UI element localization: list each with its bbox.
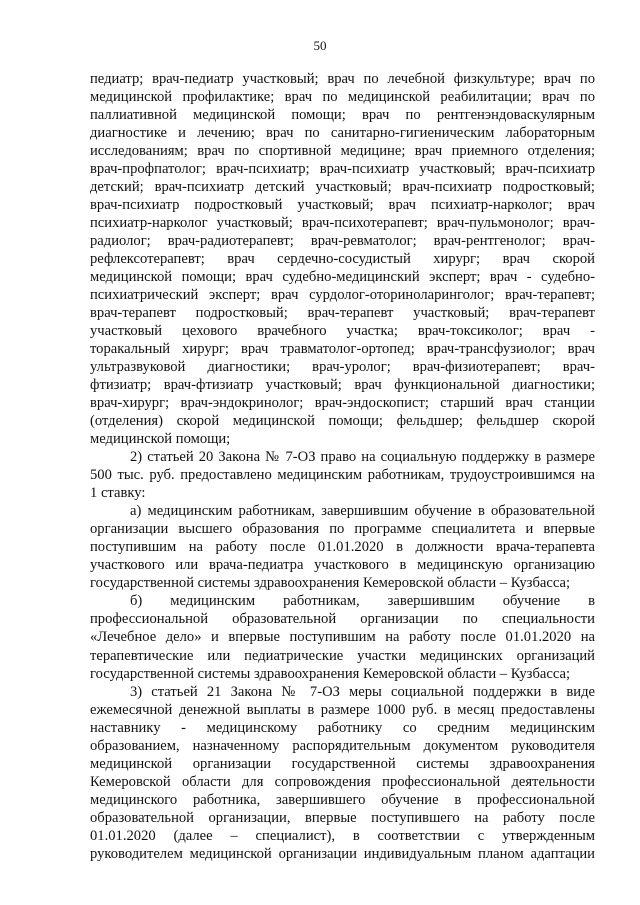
text-line: образованием, назначенному распорядительным документом руководителя [90, 737, 595, 754]
text-line: медицинской помощи; [90, 431, 231, 448]
text-line: психиатр-нарколог участковый; врач-психотерапевт; врач-пульмонолог; врач- [90, 215, 595, 232]
text-line: б) медицинским работникам, завершившим обучение в [130, 593, 595, 610]
text-line: медицинской помощи; врач судебно-медицинский эксперт; врач - судебно- [90, 269, 595, 286]
text-line: врач-терапевт подростковый; врач-терапевт участковый; врач-терапевт [90, 305, 595, 322]
text-line: медицинской организации государственной системы здравоохранения [90, 755, 595, 772]
text-line: «Лечебное дело» и впервые поступившим на работу после 01.01.2020 на [90, 629, 595, 646]
text-line: а) медицинским работникам, завершившим обучение в образовательной [130, 503, 595, 520]
text-line: руководителем медицинской организации индивидуальным планом адаптации [90, 845, 595, 862]
text-line: 500 тыс. руб. предоставлено медицинским работникам, трудоустроившимся на [90, 467, 595, 484]
text-line: 01.01.2020 (далее – специалист), в соответствии с утвержденным [90, 827, 595, 844]
text-line: врач-хирург; врач-эндокринолог; врач-эндоскопист; старший врач станции [90, 395, 595, 412]
text-line: радиолог; врач-радиотерапевт; врач-ревматолог; врач-рентгенолог; врач- [90, 233, 595, 250]
text-line: ультразвуковой диагностики; врач-уролог; врач-физиотерапевт; врач- [90, 359, 595, 376]
text-line: поступившим на работу после 01.01.2020 в должности врача-терапевта [90, 539, 595, 556]
text-line: врач-профпатолог; врач-психиатр; врач-психиатр участковый; врач-психиатр [90, 161, 595, 178]
text-line: диагностике и лечению; врач по санитарно-гигиеническим лабораторным [90, 125, 595, 142]
text-line: паллиативной медицинской помощи; врач по рентгенэндоваскулярным [90, 107, 595, 124]
text-line: 3) статьей 21 Закона № 7-ОЗ меры социальной поддержки в виде [130, 683, 595, 700]
text-line: детский; врач-психиатр детский участковый; врач-психиатр подростковый; [90, 179, 595, 196]
text-line: фтизиатр; врач-фтизиатр участковый; врач функциональной диагностики; [90, 377, 595, 394]
text-line: рефлексотерапевт; врач сердечно-сосудистый хирург; врач скорой [90, 251, 595, 268]
text-line: участковый цехового врачебного участка; врач-токсиколог; врач - [90, 323, 595, 340]
text-line: государственной системы здравоохранения Кемеровской области – Кузбасса; [90, 665, 571, 682]
text-line: 1 ставку: [90, 485, 146, 502]
text-line: терапевтические или педиатрические участки медицинских организаций [90, 647, 595, 664]
body-text [90, 70, 595, 863]
text-line: исследованиям; врач по спортивной медицине; врач приемного отделения; [90, 143, 595, 160]
text-line: ежемесячной денежной выплаты в размере 1000 руб. в месяц предоставлены [90, 701, 595, 718]
text-line: (отделения) скорой медицинской помощи; фельдшер; фельдшер скорой [90, 413, 595, 430]
text-line: психиатрический эксперт; врач сурдолог-оториноларинголог; врач-терапевт; [90, 287, 595, 304]
page-number: 50 [313, 38, 327, 53]
text-line: образовательной организации, впервые поступившего на работу после [90, 809, 595, 826]
text-line: участкового или врача-педиатра участкового в медицинскую организацию [90, 557, 595, 574]
text-line: государственной системы здравоохранения Кемеровской области – Кузбасса; [90, 575, 571, 592]
text-line: медицинского работника, завершившего обучение в профессиональной [90, 791, 595, 808]
text-line: организации высшего образования по программе специалитета и впервые [90, 521, 595, 538]
text-line: наставнику - медицинскому работнику со средним медицинским [90, 719, 595, 736]
text-line: Кемеровской области для сопровождения профессиональной деятельности [90, 773, 595, 790]
text-line: торакальный хирург; врач травматолог-ортопед; врач-трансфузиолог; врач [90, 341, 595, 358]
text-line: 2) статьей 20 Закона № 7-ОЗ право на социальную поддержку в размере [130, 449, 595, 466]
text-line: педиатр; врач-педиатр участковый; врач по лечебной физкультуре; врач по [90, 71, 595, 87]
text-line: медицинской профилактике; врач по медицинской реабилитации; врач по [90, 89, 595, 106]
text-line: профессиональной образовательной организации по специальности [90, 611, 595, 628]
text-line: врач-психиатр подростковый участковый; врач психиатр-нарколог; врач [90, 197, 595, 214]
